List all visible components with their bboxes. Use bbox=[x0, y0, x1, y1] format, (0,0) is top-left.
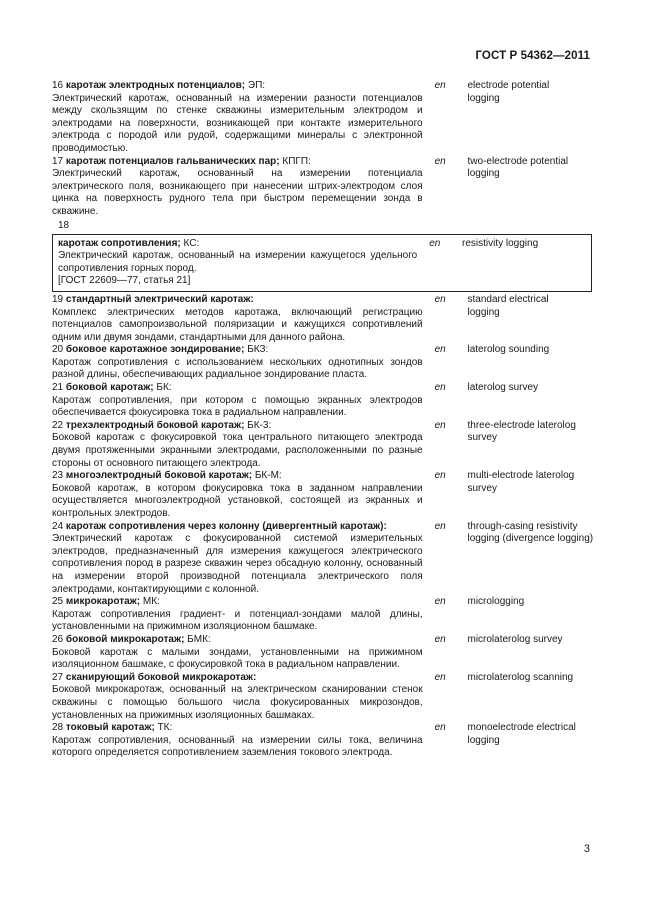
term-en-equivalent bbox=[467, 294, 597, 344]
term-title: каротаж потенциалов гальванических пар; bbox=[65, 155, 280, 167]
en-line: three-electrode laterolog bbox=[467, 419, 576, 431]
language-tag: en bbox=[434, 520, 446, 532]
term-en-equivalent bbox=[467, 156, 597, 219]
term-number: 17 bbox=[52, 155, 64, 167]
term-title: многоэлектродный боковой каротаж; bbox=[65, 470, 253, 482]
term-en-equivalent bbox=[467, 672, 597, 722]
term-entry-16 bbox=[52, 80, 597, 156]
en-line: laterolog survey bbox=[467, 382, 539, 394]
term-entry-21 bbox=[52, 382, 597, 420]
term-ru-block bbox=[52, 382, 423, 420]
language-tag: en bbox=[434, 344, 446, 356]
term-number: 18 bbox=[58, 219, 70, 231]
en-line: two-electrode potential bbox=[467, 155, 569, 167]
term-definition: Каротаж сопротивления, основанный на измерении силы тока, величина которого определяется сопротивлением заземления токового электрода. bbox=[52, 734, 423, 759]
term-en-equivalent bbox=[462, 238, 591, 288]
term-abbreviation: КС: bbox=[180, 237, 200, 249]
en-line: logging (divergence logging) bbox=[467, 533, 594, 545]
term-definition: Электрический каротаж, основанный на измерении разности потенциалов между скользящим по стенке скважины измерительным электродом и электродами на поверхности, возникающей при контакте измерительного электрода с породой или рудой, содержащими минералы с электронной проводимостью. bbox=[52, 92, 423, 154]
term-definition: Боковой каротаж с фокусировкой тока центрального питающего электрода двумя протяженными экранными электродами, расположенными по разные стороны от основного питающего электрода. bbox=[52, 432, 423, 469]
en-line: standard electrical bbox=[467, 293, 549, 305]
term-title: стандартный электрический каротаж: bbox=[65, 293, 254, 305]
en-line: through-casing resistivity bbox=[467, 520, 578, 532]
page-number: 3 bbox=[583, 843, 590, 855]
term-number: 25 bbox=[52, 596, 64, 608]
term-abbreviation: БК-М: bbox=[252, 470, 282, 482]
term-ru-block bbox=[52, 722, 423, 760]
term-entry-28 bbox=[52, 722, 597, 760]
en-line: logging bbox=[467, 92, 500, 104]
term-entry-22 bbox=[52, 420, 597, 470]
term-entry-27 bbox=[52, 672, 597, 722]
language-tag: en bbox=[434, 155, 446, 167]
en-line: microlaterolog scanning bbox=[467, 671, 574, 683]
term-definition: Каротаж сопротивления, при котором с помощью экранных электродов обеспечивается фокусировка тока в радиальном направлении. bbox=[52, 394, 423, 419]
term-ru-block bbox=[52, 156, 423, 219]
term-ru-block bbox=[52, 521, 423, 597]
en-line: laterolog sounding bbox=[467, 344, 550, 356]
language-tag: en bbox=[434, 293, 446, 305]
term-en-equivalent bbox=[467, 596, 597, 634]
term-ru-block bbox=[52, 294, 423, 344]
term-number: 28 bbox=[52, 722, 64, 734]
term-definition: Электрический каротаж с фокусированной системой измерительных электродов, предназначенный для измерения кажущегося электрического сопротивления пород в разрезе скважин через обсадную колонну, основанный на измерении второй производной потенциала электрического поля электродами, контактирующими с колонной. bbox=[52, 533, 423, 595]
term-entry-17 bbox=[52, 156, 597, 219]
term-ru-block bbox=[52, 672, 423, 722]
term-title: токовый каротаж; bbox=[65, 722, 155, 734]
term-abbreviation: ЭП: bbox=[245, 80, 266, 91]
en-line: monoelectrode electrical bbox=[467, 722, 576, 734]
term-definition: Комплекс электрических методов каротажа, включающий регистрацию потенциалов самопроизвольной поляризации и кажущихся сопротивлений одним или двумя зондами, стандартными для данного района. bbox=[52, 306, 423, 343]
term-en-equivalent bbox=[467, 420, 597, 470]
en-line: logging bbox=[467, 306, 500, 318]
language-tag: en bbox=[434, 596, 446, 608]
term-number: 23 bbox=[52, 470, 64, 482]
term-number: 22 bbox=[52, 419, 64, 431]
term-abbreviation: БК: bbox=[153, 382, 172, 394]
document-code: ГОСТ Р 54362—2011 bbox=[475, 50, 590, 62]
term-title: боковой каротаж; bbox=[65, 382, 154, 394]
term-definition: Каротаж сопротивления с использованием нескольких однотипных зондов разной длины, обеспечивающих радиальное зондирование пласта. bbox=[52, 356, 423, 381]
term-abbreviation: КПГП: bbox=[279, 155, 311, 167]
en-line: resistivity logging bbox=[461, 237, 539, 249]
term-entry-20 bbox=[52, 344, 597, 382]
term-en-equivalent bbox=[467, 722, 597, 760]
term-title: каротаж сопротивления; bbox=[58, 237, 181, 249]
term-ru-block bbox=[52, 344, 423, 382]
term-abbreviation: БК-3: bbox=[244, 419, 272, 431]
en-line: micrologging bbox=[467, 596, 525, 608]
term-number: 24 bbox=[52, 520, 64, 532]
term-abbreviation: МК: bbox=[140, 596, 160, 608]
language-tag: en bbox=[434, 633, 446, 645]
term-abbreviation: ТК: bbox=[154, 722, 173, 734]
term-ru-block bbox=[52, 596, 423, 634]
term-abbreviation: БМК: bbox=[184, 633, 211, 645]
term-title: сканирующий боковой микрокаротаж: bbox=[65, 671, 257, 683]
term-number: 27 bbox=[52, 671, 64, 683]
term-number: 20 bbox=[52, 344, 64, 356]
term-definition: Боковой каротаж, в котором фокусировка тока в заданном направлении осуществляется многоэлектродной установкой, состоящей из экранных и контрольных электродов. bbox=[52, 482, 423, 519]
en-line: logging bbox=[467, 734, 500, 746]
term-definition: Каротаж сопротивления градиент- и потенциал-зондами малой длины, установленными на прижимном изоляционном башмаке. bbox=[52, 608, 423, 633]
term-ru-block bbox=[52, 634, 423, 672]
language-tag: en bbox=[429, 237, 441, 249]
term-number: 16 bbox=[52, 80, 64, 91]
term-entry-24 bbox=[52, 521, 597, 597]
en-line: survey bbox=[467, 432, 497, 444]
term-definition: Боковой микрокаротаж, основанный на электрическом сканировании стенок скважины с помощью большого числа фокусированных микрозондов, установленных на прижимных изоляционных башмаках. bbox=[52, 684, 423, 721]
term-title: боковой микрокаротаж; bbox=[65, 633, 185, 645]
language-tag: en bbox=[434, 382, 446, 394]
term-en-equivalent bbox=[467, 382, 597, 420]
language-tag: en bbox=[434, 470, 446, 482]
term-ru-block bbox=[58, 238, 417, 288]
standard-reference: [ГОСТ 22609—77, статья 21] bbox=[58, 275, 191, 287]
term-entry-26 bbox=[52, 634, 597, 672]
term-ru-block bbox=[52, 470, 423, 520]
term-abbreviation: БКЗ: bbox=[244, 344, 269, 356]
language-tag: en bbox=[434, 722, 446, 734]
term-title: микрокаротаж; bbox=[65, 596, 141, 608]
language-tag: en bbox=[434, 671, 446, 683]
term-entry-19 bbox=[52, 294, 597, 344]
term-en-equivalent bbox=[467, 634, 597, 672]
term-en-equivalent bbox=[467, 521, 597, 597]
term-en-equivalent bbox=[467, 80, 597, 156]
term-number: 21 bbox=[52, 382, 64, 394]
language-tag: en bbox=[434, 419, 446, 431]
terms-list bbox=[52, 80, 597, 760]
term-ru-block bbox=[52, 420, 423, 470]
term-definition: Электрический каротаж, основанный на измерении кажущегося удельного сопротивления горных пород. bbox=[58, 250, 418, 274]
en-line: survey bbox=[467, 482, 497, 494]
term-definition: Электрический каротаж, основанный на измерении потенциала электрического поля, возникающего при нанесении штрих-электродом слоя цинка на поверхность рудного тела при быстром перемещении зонда в скважине. bbox=[52, 168, 423, 217]
term-number: 19 bbox=[52, 293, 64, 305]
term-en-equivalent bbox=[467, 470, 597, 520]
en-line: logging bbox=[467, 168, 500, 180]
en-line: microlaterolog survey bbox=[467, 633, 563, 645]
term-definition: Боковой каротаж с малыми зондами, установленными на прижимном изоляционном башмаке, с фокусировкой тока в радиальном направлении. bbox=[52, 646, 423, 671]
term-ru-block bbox=[52, 80, 423, 156]
term-title: каротаж электродных потенциалов; bbox=[65, 80, 246, 91]
term-number: 26 bbox=[52, 633, 64, 645]
en-line: electrode potential bbox=[467, 80, 550, 91]
term-entry-18 bbox=[52, 234, 592, 292]
term-entry-25 bbox=[52, 596, 597, 634]
en-line: multi-electrode laterolog bbox=[467, 470, 575, 482]
term-title: каротаж сопротивления через колонну (дивергентный каротаж): bbox=[65, 520, 387, 532]
language-tag: en bbox=[434, 80, 446, 91]
term-en-equivalent bbox=[467, 344, 597, 382]
term-title: трехэлектродный боковой каротаж; bbox=[65, 419, 245, 431]
term-entry-23 bbox=[52, 470, 597, 520]
term-title: боковое каротажное зондирование; bbox=[65, 344, 245, 356]
